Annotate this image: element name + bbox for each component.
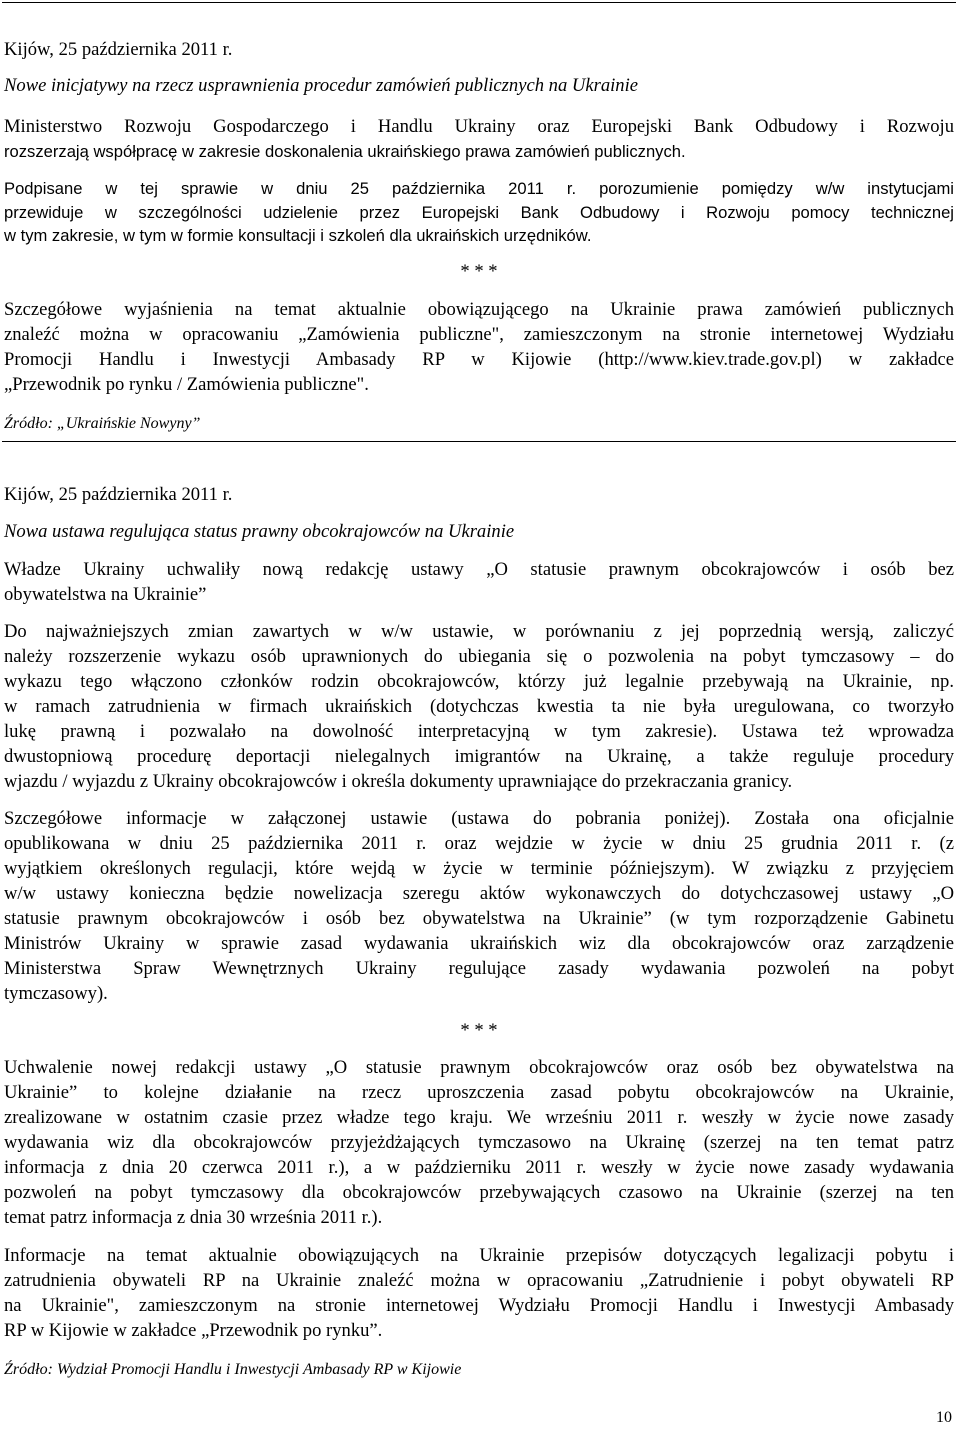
article1-p3-line2: znaleźć można w opracowaniu „Zamówienia publiczne", zamieszczonym na stronie internetowej Wydziału <box>4 324 954 345</box>
article2-p5-line3: na Ukrainie", zamieszczonym na stronie internetowej Wydziału Promocji Handlu i Inwestycji Ambasady <box>4 1295 954 1316</box>
article2-p4-line2: Ukrainie” to kolejne działanie na rzecz uproszczenia zasad pobytu obcokrajowców na Ukrainie, <box>4 1082 954 1103</box>
article2-p4-line6: pozwoleń na pobyt tymczasowy dla obcokrajowców przebywających czasowo na Ukrainie (szerzej na ten <box>4 1182 954 1203</box>
article2-p3-line4: w/w ustawy konieczna będzie nowelizacja szeregu aktów wykonawczych do dotychczasowej ustawy „O <box>4 883 954 904</box>
article2-source: Źródło: Wydział Promocji Handlu i Inwestycji Ambasady RP w Kijowie <box>4 1361 462 1378</box>
article1-p3-line1: Szczegółowe wyjaśnienia na temat aktualnie obowiązującego na Ukrainie prawa zamówień publicznych <box>4 299 954 320</box>
article2-p5-line1: Informacje na temat aktualnie obowiązujących na Ukrainie przepisów dotyczących legalizacji pobytu i <box>4 1245 954 1266</box>
article-divider <box>2 441 956 442</box>
article2-p4-line1: Uchwalenie nowej redakcji ustawy „O statusie prawnym obcokrajowców oraz osób bez obywatelstwa na <box>4 1057 954 1078</box>
article2-p3-line5: statusie prawnym obcokrajowców i osób bez obywatelstwa na Ukrainie” (w tym rozporządzenie Gabinetu <box>4 908 954 929</box>
article2-p3-line8: tymczasowy). <box>4 983 108 1004</box>
article2-p3-line3: wyjątkiem określonych regulacji, które wejdą w życie w terminie późniejszym). W związku z przyjęciem <box>4 858 954 879</box>
article2-p5-line4: RP w Kijowie w zakładce „Przewodnik po rynku”. <box>4 1320 383 1341</box>
article1-p2-line1: Podpisane w tej sprawie w dniu 25 października 2011 r. porozumienie pomiędzy w/w instytucjami <box>4 179 954 198</box>
article2-p2-line2: należy rozszerzenie wykazu osób uprawnionych do ubiegania się o pozwolenia na pobyt tymczasowy – do <box>4 646 954 667</box>
article1-p2-line3: w tym zakresie, w tym w formie konsultacji i szkoleń dla ukraińskich urzędników. <box>4 226 592 245</box>
article2-p4-line3: zrealizowane w ostatnim czasie przez władze tego kraju. We wrześniu 2011 r. weszły w życie nowe zasady <box>4 1107 954 1128</box>
article2-p1-line1: Władze Ukrainy uchwaliły nową redakcję ustawy „O statusie prawnym obcokrajowców i osób bez <box>4 559 954 580</box>
article2-p4-line4: wydawania wiz dla obcokrajowców przyjeżdżających tymczasowo na Ukrainę (szerzej na ten temat patrz <box>4 1132 954 1153</box>
article2-p2-line7: wjazdu / wyjazdu z Ukrainy obcokrajowców i określa dokumenty uprawniające do przekraczania granicy. <box>4 771 793 792</box>
article2-p5-line2: zatrudnienia obywateli RP na Ukrainie znaleźć można w opracowaniu „Zatrudnienie i pobyt obywateli RP <box>4 1270 954 1291</box>
top-divider <box>2 2 956 3</box>
article1-p2-line2: przewiduje w szczególności udzielenie przez Europejski Bank Odbudowy i Rozwoju pomocy technicznej <box>4 203 954 222</box>
article2-separator: * * * <box>460 1020 498 1041</box>
article1-p3-line3: Promocji Handlu i Inwestycji Ambasady RP w Kijowie (http://www.kiev.trade.gov.pl) w zakładce <box>4 349 954 370</box>
article1-title: Nowe inicjatywy na rzecz usprawnienia procedur zamówień publicznych na Ukrainie <box>4 75 639 96</box>
page-number: 10 <box>936 1409 952 1426</box>
article2-p4-line7: temat patrz informacja z dnia 30 września 2011 r.). <box>4 1207 383 1228</box>
article2-p2-line1: Do najważniejszych zmian zawartych w w/w ustawie, w porównaniu z jej poprzednią wersją, zaliczyć <box>4 621 954 642</box>
article1-date: Kijów, 25 października 2011 r. <box>4 39 233 60</box>
article2-p2-line3: wykazu tego włączono członków rodzin obcokrajowców, którzy już legalnie przebywają na Ukrainie, np. <box>4 671 954 692</box>
article2-p3-line7: Ministerstwa Spraw Wewnętrznych Ukrainy regulujące zasady wydawania pozwoleń na pobyt <box>4 958 954 979</box>
article1-source: Źródło: „Ukraińskie Nowyny” <box>4 415 201 432</box>
article2-p3-line1: Szczegółowe informacje w załączonej ustawie (ustawa do pobrania poniżej). Została ona oficjalnie <box>4 808 954 829</box>
article1-p1-line2: rozszerzają współpracę w zakresie doskonalenia ukraińskiego prawa zamówień publicznych. <box>4 142 686 161</box>
article2-p2-line4: w ramach zatrudnienia w firmach ukraińskich (dotychczas kwestia ta nie była uregulowana, co tworzyło <box>4 696 954 717</box>
article1-separator: * * * <box>460 261 498 282</box>
article2-p3-line2: opublikowana w dniu 25 października 2011 r. oraz wejdzie w życie w dniu 25 grudnia 2011 r. (z <box>4 833 954 854</box>
article2-p2-line5: lukę prawną i pozwalało na dowolność interpretacyjną w tym zakresie). Ustawa też wprowadza <box>4 721 954 742</box>
article2-p2-line6: dwustopniową procedurę deportacji nielegalnych imigrantów na Ukrainę, a także reguluje procedury <box>4 746 954 767</box>
article2-p1-line2: obywatelstwa na Ukrainie” <box>4 584 207 605</box>
article2-date: Kijów, 25 października 2011 r. <box>4 484 233 505</box>
article2-title: Nowa ustawa regulująca status prawny obcokrajowców na Ukrainie <box>4 521 515 542</box>
article1-p3-line4: „Przewodnik po rynku / Zamówienia publiczne". <box>4 374 369 395</box>
article1-p1-line1: Ministerstwo Rozwoju Gospodarczego i Handlu Ukrainy oraz Europejski Bank Odbudowy i Rozwoju <box>4 116 954 137</box>
article2-p4-line5: informacja z dnia 20 czerwca 2011 r.), a w październiku 2011 r. weszły w życie nowe zasady wydawania <box>4 1157 954 1178</box>
article2-p3-line6: Ministrów Ukrainy w sprawie zasad wydawania ukraińskich wiz dla obcokrajowców oraz zarządzenie <box>4 933 954 954</box>
